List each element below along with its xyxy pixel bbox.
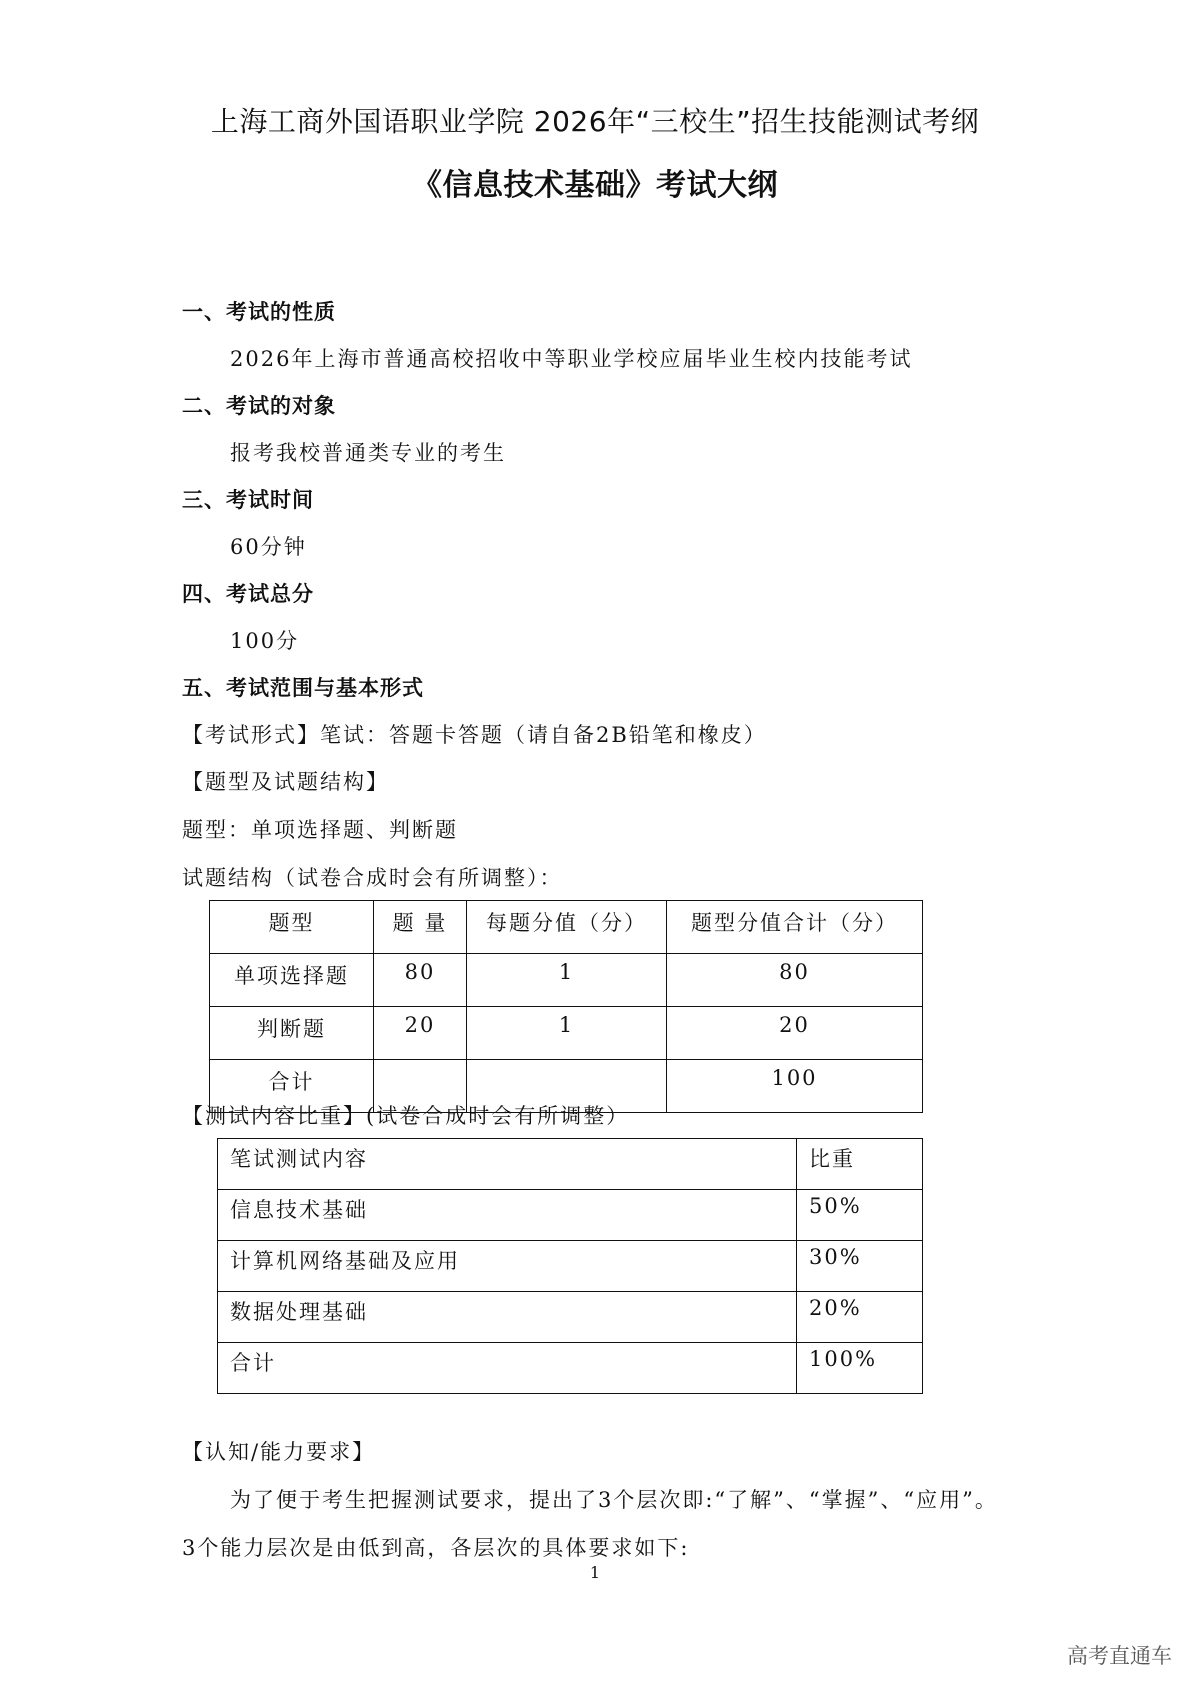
table-row <box>210 954 923 1007</box>
structure-heading: 【题型及试题结构】 <box>182 770 389 794</box>
table-header-cell: 题 量 <box>374 901 467 954</box>
table-cell: 合计 <box>210 1060 374 1113</box>
weight-heading: 【测试内容比重】(试卷合成时会有所调整） <box>182 1104 630 1128</box>
table-cell: 1 <box>467 1007 667 1060</box>
table-header-cell: 题型分值合计（分） <box>667 901 923 954</box>
section-heading: 四、考试总分 <box>182 581 314 606</box>
table-cell: 20% <box>797 1292 923 1343</box>
table-cell: 信息技术基础 <box>218 1190 797 1241</box>
ability-paragraph: 为了便于考生把握测试要求，提出了3个层次即:“了解”、“掌握”、“应用”。 <box>230 1488 998 1512</box>
table-header-row <box>218 1139 923 1190</box>
page-number: 1 <box>589 1563 601 1582</box>
table-cell: 80 <box>374 954 467 1007</box>
table-row <box>218 1190 923 1241</box>
table-cell: 1 <box>467 954 667 1007</box>
ability-heading: 【认知/能力要求】 <box>182 1440 376 1464</box>
section-heading: 五、考试范围与基本形式 <box>182 675 424 700</box>
table-cell: 50% <box>797 1190 923 1241</box>
doc-title: 上海工商外国语职业学院 2026年“三校生”招生技能测试考纲 <box>210 105 980 138</box>
table-cell: 100 <box>667 1060 923 1113</box>
section-text: 100分 <box>230 629 300 653</box>
table-cell: 30% <box>797 1241 923 1292</box>
table-cell: 单项选择题 <box>210 954 374 1007</box>
section-text: 60分钟 <box>230 535 307 559</box>
section-heading: 二、考试的对象 <box>182 393 336 418</box>
table-cell: 合计 <box>218 1343 797 1394</box>
table-cell: 数据处理基础 <box>218 1292 797 1343</box>
section-text: 2026年上海市普通高校招收中等职业学校应届毕业生校内技能考试 <box>230 347 913 371</box>
table-header-cell: 每题分值（分） <box>467 901 667 954</box>
table-cell: 20 <box>374 1007 467 1060</box>
table-row <box>218 1343 923 1394</box>
table-header-cell: 题型 <box>210 901 374 954</box>
table-cell: 判断题 <box>210 1007 374 1060</box>
watermark: 高考直通车 <box>1067 1644 1172 1668</box>
structure-note: 试题结构（试卷合成时会有所调整）： <box>182 866 563 890</box>
section-heading: 三、考试时间 <box>182 487 314 512</box>
table-row <box>218 1241 923 1292</box>
content-weight-table <box>217 1138 923 1394</box>
exam-form: 【考试形式】笔试：答题卡答题（请自备2B铅笔和橡皮） <box>182 723 767 747</box>
table-cell: 100% <box>797 1343 923 1394</box>
table-header-cell: 比重 <box>797 1139 923 1190</box>
table-row <box>218 1292 923 1343</box>
table-row <box>210 1007 923 1060</box>
doc-subtitle: 《信息技术基础》考试大纲 <box>412 168 778 203</box>
ability-paragraph: 3个能力层次是由低到高，各层次的具体要求如下: <box>182 1536 690 1560</box>
question-structure-table <box>209 900 923 1113</box>
table-cell: 80 <box>667 954 923 1007</box>
section-heading: 一、考试的性质 <box>182 299 336 324</box>
table-header-row <box>210 901 923 954</box>
section-text: 报考我校普通类专业的考生 <box>230 441 506 465</box>
question-types: 题型：单项选择题、判断题 <box>182 818 458 842</box>
table-cell: 20 <box>667 1007 923 1060</box>
table-cell: 计算机网络基础及应用 <box>218 1241 797 1292</box>
table-header-cell: 笔试测试内容 <box>218 1139 797 1190</box>
